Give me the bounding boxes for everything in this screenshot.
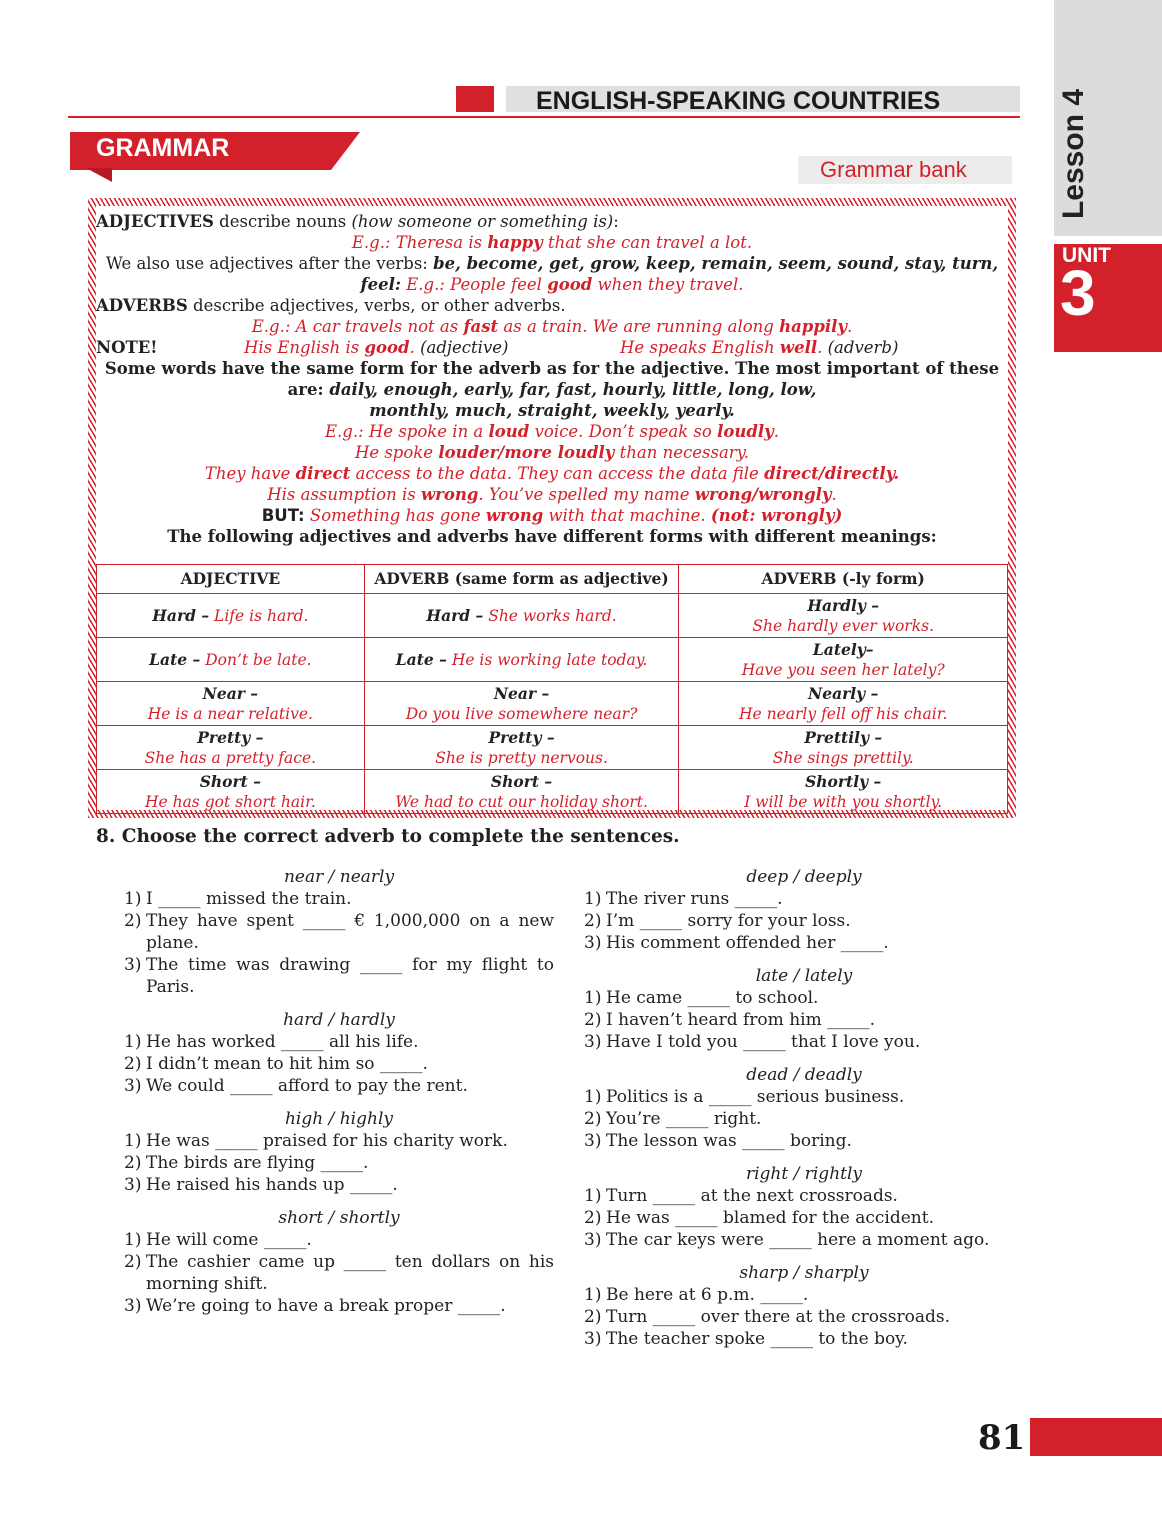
grammar-bank-label: Grammar bank: [820, 157, 967, 182]
table-row: [97, 638, 1008, 682]
table-cell: [364, 682, 679, 726]
text: They have: [204, 464, 296, 483]
exercise-item: [584, 910, 1024, 932]
text: Something has gone: [304, 506, 486, 525]
term-adjectives: ADJECTIVES: [96, 212, 214, 231]
text: happy: [487, 233, 543, 252]
cell-word: Lately–: [812, 639, 874, 659]
text: . You’ve spelled my name: [478, 485, 695, 504]
grammar-example: [96, 442, 1008, 463]
cell-example: He is working late today.: [451, 650, 648, 669]
item-number: 1): [124, 1131, 142, 1151]
cell-example: He has got short hair.: [144, 792, 316, 811]
exercise-item: [124, 1130, 554, 1152]
table-row: [97, 682, 1008, 726]
item-number: 2): [124, 1252, 142, 1272]
table-cell: [364, 638, 679, 682]
item-number: 1): [124, 1230, 142, 1250]
cell-example: We had to cut our holiday short.: [395, 792, 648, 811]
exercise-item: [584, 888, 1024, 910]
item-number: 3): [584, 933, 602, 953]
item-sentence: The birds are flying _____.: [146, 1153, 369, 1173]
column-header: ADVERB (-ly form): [679, 565, 1008, 594]
item-number: 2): [124, 1153, 142, 1173]
item-number: 1): [124, 1032, 142, 1052]
text: .: [409, 338, 421, 357]
exercise-item: [124, 1251, 554, 1295]
cell-word: Hard –: [152, 605, 210, 625]
term-adverbs: ADVERBS: [96, 296, 188, 315]
text: with that machine.: [543, 506, 711, 525]
exercise-item: [584, 1207, 1024, 1229]
exercise-item: [584, 1086, 1024, 1108]
exercise-item: [584, 1130, 1024, 1152]
cell-word: Late –: [395, 649, 447, 669]
cell-word: Short –: [199, 771, 261, 791]
text: describe adjectives, verbs, or other adverbs.: [187, 296, 566, 315]
unit-number: 3: [1060, 257, 1096, 329]
text: louder/more loudly: [438, 443, 615, 462]
cell-example: She is pretty nervous.: [435, 748, 608, 767]
section-label: GRAMMAR: [96, 134, 230, 162]
table-cell: [679, 638, 1008, 682]
exercise-item: [584, 932, 1024, 954]
exercise-item: [584, 1185, 1024, 1207]
item-number: 3): [584, 1230, 602, 1250]
cell-example: Do you live somewhere near?: [405, 704, 638, 723]
grammar-line-adjectives: [96, 211, 1008, 232]
exercise-item: [584, 1284, 1024, 1306]
grammar-line-verbs: [96, 253, 1008, 274]
item-sentence: You’re _____ right.: [606, 1109, 762, 1129]
grammar-box-content: [96, 206, 1008, 810]
text: good: [364, 338, 410, 357]
table-cell: [97, 770, 365, 814]
note-example-adverb: [620, 337, 898, 358]
item-sentence: He was _____ blamed for the accident.: [606, 1208, 934, 1228]
cell-example: She hardly ever works.: [752, 616, 934, 635]
cell-word: Near –: [202, 683, 259, 703]
note-label: NOTE!: [96, 338, 158, 357]
grammar-but: [96, 505, 1008, 526]
text: His assumption is: [267, 485, 421, 504]
item-sentence: He has worked _____ all his life.: [146, 1032, 419, 1052]
text: He speaks English: [620, 338, 780, 357]
text: His English is: [244, 338, 365, 357]
footer-red-bar: [1030, 1418, 1162, 1456]
text: .: [831, 485, 837, 504]
exercise-item: [584, 1031, 1024, 1053]
exercise-left-column: [124, 866, 554, 1317]
item-number: 2): [584, 1208, 602, 1228]
lesson-label: Lesson 4: [1057, 88, 1090, 220]
cell-word: Hard –: [426, 605, 484, 625]
table-cell: [364, 594, 679, 638]
table-cell: [97, 726, 365, 770]
grammar-word-list: monthly, much, straight, weekly, yearly.: [369, 401, 735, 420]
grammar-box: [88, 198, 1016, 818]
item-sentence: Politics is a _____ serious business.: [606, 1087, 905, 1107]
word-pair-heading: near / nearly: [283, 867, 395, 887]
grammar-word-list: [96, 379, 1008, 400]
page-title: ENGLISH-SPEAKING COUNTRIES: [536, 87, 941, 115]
item-number: 2): [584, 911, 602, 931]
table-row: [97, 594, 1008, 638]
word-pair-heading: late / lately: [755, 966, 853, 986]
column-header: ADVERB (same form as adjective): [364, 565, 679, 594]
item-number: 1): [124, 889, 142, 909]
item-sentence: I’m _____ sorry for your loss.: [606, 911, 851, 931]
exercise-item: [584, 1328, 1024, 1350]
exercise-item: [124, 1174, 554, 1196]
exercise-item: [124, 1075, 554, 1097]
text: direct: [295, 464, 351, 483]
cell-example: She sings prettily.: [772, 748, 914, 767]
item-sentence: We’re going to have a break proper _____.: [146, 1296, 506, 1316]
cell-word: Prettily –: [804, 727, 883, 747]
grammar-line-adverbs: [96, 295, 1008, 316]
exercise-item: [124, 954, 554, 998]
text: when they travel.: [592, 275, 744, 294]
item-sentence: I haven’t heard from him _____.: [606, 1010, 876, 1030]
text: as a train. We are running along: [498, 317, 780, 336]
unit-badge: [1054, 244, 1162, 352]
but-label: BUT:: [261, 506, 305, 525]
item-number: 3): [124, 1076, 142, 1096]
page-number: 81: [978, 1418, 1026, 1458]
text: (adjective): [420, 338, 509, 357]
item-number: 1): [584, 988, 602, 1008]
lesson-tab: [1054, 78, 1094, 230]
column-header: ADJECTIVE: [97, 565, 365, 594]
item-sentence: The car keys were _____ here a moment ago.: [606, 1230, 990, 1250]
word-pair-heading: deep / deeply: [746, 867, 862, 887]
text: happily: [779, 317, 847, 336]
cell-word: Short –: [490, 771, 553, 791]
text: feel:: [360, 275, 401, 294]
table-cell: [97, 682, 365, 726]
table-cell: [364, 770, 679, 814]
grammar-rule: Some words have the same form for the adverb as for the adjective. The most important of these: [104, 359, 1000, 378]
cell-word: Hardly –: [807, 595, 880, 615]
text: describe nouns: [213, 212, 352, 231]
exercise-right-column: [584, 866, 1024, 1350]
note-example-adjective: [244, 337, 508, 358]
text: (not: wrongly): [710, 506, 843, 525]
text: E.g.: He spoke in a: [325, 422, 489, 441]
cell-word: Shortly –: [805, 771, 882, 791]
word-pair-heading: right / rightly: [745, 1164, 863, 1184]
item-sentence: He will come _____.: [146, 1230, 312, 1250]
word-pair-heading: high / highly: [284, 1109, 393, 1129]
text: direct/directly.: [764, 464, 900, 483]
text: .: [773, 422, 779, 441]
item-sentence: The river runs _____.: [606, 889, 783, 909]
text: wrong: [485, 506, 544, 525]
text: that she can travel a lot.: [542, 233, 753, 252]
text: We also use adjectives after the verbs:: [105, 254, 434, 273]
text: E.g.: People feel: [400, 275, 548, 294]
cell-example: He nearly fell off his chair.: [739, 704, 948, 723]
item-number: 2): [584, 1109, 602, 1129]
item-sentence: I _____ missed the train.: [146, 889, 352, 909]
cell-example: She works hard.: [488, 606, 617, 625]
item-sentence: The cashier came up _____ ten dollars on his morning shift.: [146, 1252, 554, 1294]
text: be, become, get, grow, keep, remain, seem, sound, stay, turn,: [433, 254, 999, 273]
item-sentence: The teacher spoke _____ to the boy.: [606, 1329, 908, 1349]
item-number: 1): [584, 1285, 602, 1305]
grammar-example: [96, 232, 1008, 253]
text: wrong/wrongly: [694, 485, 832, 504]
item-sentence: We could _____ afford to pay the rent.: [146, 1076, 468, 1096]
grammar-rule: The following adjectives and adverbs have different forms with different meanings:: [167, 527, 937, 546]
cell-word: Nearly –: [808, 683, 879, 703]
exercise-item: [584, 1229, 1024, 1251]
item-number: 2): [124, 911, 142, 931]
cell-example: Don’t be late.: [205, 650, 312, 669]
text: loudly: [717, 422, 774, 441]
cell-example: She has a pretty face.: [144, 748, 317, 767]
item-number: 3): [124, 1175, 142, 1195]
text: are:: [287, 380, 330, 399]
table-cell: [679, 726, 1008, 770]
exercise-item: [584, 987, 1024, 1009]
grammar-example: [96, 484, 1008, 505]
table-cell: [679, 770, 1008, 814]
item-number: 3): [584, 1131, 602, 1151]
item-number: 3): [124, 955, 142, 975]
grammar-example: [96, 316, 1008, 337]
header-red-block: [456, 86, 494, 112]
table-cell: [97, 594, 365, 638]
text: fast: [463, 317, 499, 336]
exercise-item: [584, 1009, 1024, 1031]
item-sentence: He raised his hands up _____.: [146, 1175, 398, 1195]
item-sentence: He was _____ praised for his charity work.: [146, 1131, 508, 1151]
word-pair-heading: hard / hardly: [283, 1010, 395, 1030]
table-cell: [364, 726, 679, 770]
item-number: 2): [124, 1054, 142, 1074]
exercise-item: [124, 910, 554, 954]
table-header-row: [97, 565, 1008, 594]
text: voice. Don’t speak so: [529, 422, 718, 441]
exercise-item: [124, 1295, 554, 1317]
text: (how someone or something is): [351, 212, 614, 231]
text: E.g.: A car travels not as: [251, 317, 464, 336]
item-number: 3): [584, 1032, 602, 1052]
exercise-item: [124, 1229, 554, 1251]
item-sentence: They have spent _____ € 1,000,000 on a new plane.: [146, 911, 554, 953]
cell-word: Near –: [493, 683, 550, 703]
text: access to the data. They can access the data file: [350, 464, 765, 483]
item-number: 3): [584, 1329, 602, 1349]
exercise-item: [124, 888, 554, 910]
cell-example: I will be with you shortly.: [744, 792, 943, 811]
forms-table: [96, 564, 1008, 814]
item-number: 2): [584, 1010, 602, 1030]
cell-word: Pretty –: [488, 727, 555, 747]
item-number: 1): [584, 1087, 602, 1107]
item-sentence: The time was drawing _____ for my flight to Paris.: [146, 955, 554, 997]
table-row: [97, 770, 1008, 814]
text: :: [613, 212, 619, 231]
text: He spoke: [354, 443, 439, 462]
item-sentence: Turn _____ at the next crossroads.: [606, 1186, 898, 1206]
item-number: 1): [584, 1186, 602, 1206]
table-cell: [679, 682, 1008, 726]
table-cell: [97, 638, 365, 682]
text: well: [779, 338, 818, 357]
table-cell: [679, 594, 1008, 638]
item-sentence: His comment offended her _____.: [606, 933, 889, 953]
item-sentence: The lesson was _____ boring.: [606, 1131, 852, 1151]
item-number: 3): [124, 1296, 142, 1316]
grammar-banner-fold: [86, 168, 112, 182]
item-sentence: Turn _____ over there at the crossroads.: [606, 1307, 950, 1327]
exercise-item: [584, 1108, 1024, 1130]
cell-word: Late –: [149, 649, 201, 669]
word-pair-heading: sharp / sharply: [739, 1263, 869, 1283]
text: good: [547, 275, 593, 294]
text: E.g.: Theresa is: [351, 233, 488, 252]
cell-example: Have you seen her lately?: [741, 660, 945, 679]
item-number: 1): [584, 889, 602, 909]
word-pair-heading: dead / deadly: [746, 1065, 862, 1085]
item-number: 2): [584, 1307, 602, 1327]
exercise-title: 8. Choose the correct adverb to complete the sentences.: [96, 826, 680, 847]
text: .: [817, 338, 828, 357]
table-row: [97, 726, 1008, 770]
text: .: [847, 317, 853, 336]
item-sentence: Be here at 6 p.m. _____.: [606, 1285, 809, 1305]
cell-word: Pretty –: [197, 727, 264, 747]
cell-example: He is a near relative.: [147, 704, 313, 723]
text: daily, enough, early, far, fast, hourly, little, long, low,: [329, 380, 817, 399]
text: wrong: [420, 485, 479, 504]
grammar-example: [96, 463, 1008, 484]
item-sentence: Have I told you _____ that I love you.: [606, 1032, 921, 1052]
exercise-item: [124, 1053, 554, 1075]
grammar-example: [96, 421, 1008, 442]
exercise-item: [124, 1152, 554, 1174]
cell-example: Life is hard.: [214, 606, 309, 625]
exercise-item: [124, 1031, 554, 1053]
unit-word: UNIT: [1062, 244, 1111, 267]
item-sentence: I didn’t mean to hit him so _____.: [146, 1054, 428, 1074]
grammar-example: [96, 274, 1008, 295]
item-sentence: He came _____ to school.: [606, 988, 819, 1008]
word-pair-heading: short / shortly: [278, 1208, 400, 1228]
exercise-item: [584, 1306, 1024, 1328]
text: (adverb): [827, 338, 899, 357]
text: than necessary.: [614, 443, 750, 462]
text: loud: [488, 422, 530, 441]
header-rule: [68, 116, 1020, 118]
grammar-note: [96, 337, 1008, 358]
